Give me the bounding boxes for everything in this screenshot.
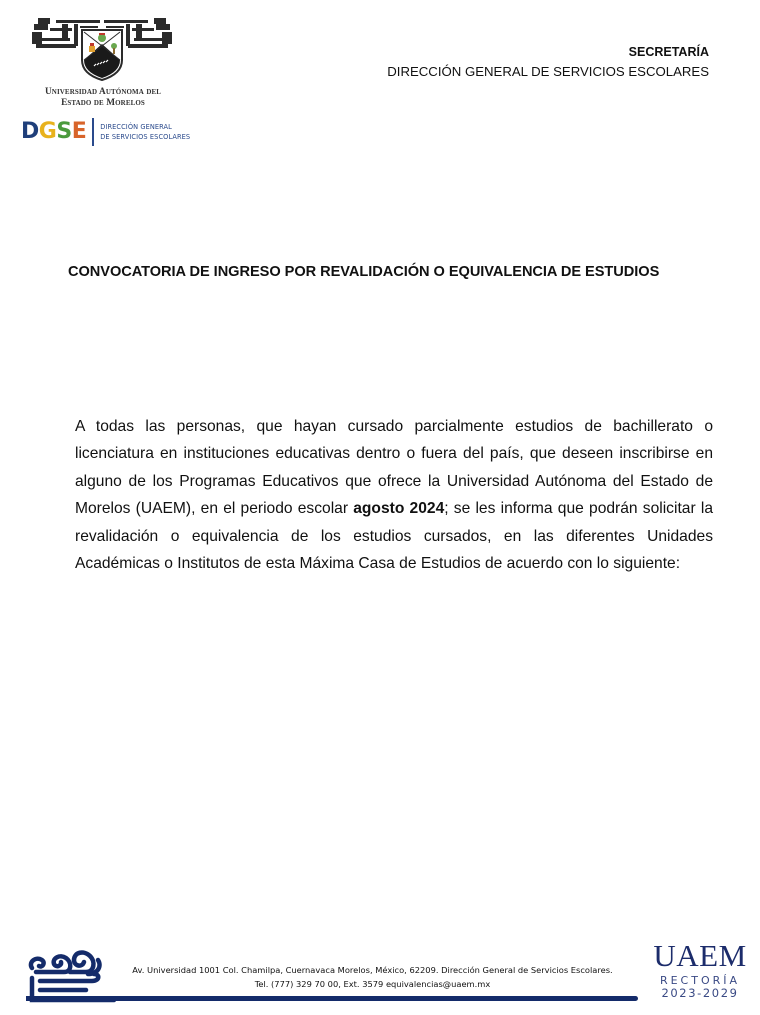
dgse-caption-line1: DIRECCIÓN GENERAL [100, 123, 172, 131]
dgse-logo [21, 117, 190, 147]
university-name-line1: Universidad Autónoma del [44, 87, 162, 97]
university-crest-icon [32, 14, 172, 82]
secretaria-label: SECRETARÍA [628, 45, 709, 59]
period-highlight: agosto 2024 [353, 500, 445, 518]
dgse-caption [100, 122, 190, 142]
footer-address-block [110, 963, 635, 991]
footer-divider [26, 996, 638, 1001]
body-paragraph [75, 413, 713, 577]
university-name-line2: Estado de Morelos [61, 98, 145, 108]
dgse-letter-d: D [21, 119, 39, 144]
university-name [20, 87, 186, 109]
dgse-divider [92, 118, 94, 146]
paragraph-text-start: A todas las personas, que hayan cursado parcialmente estudios de bachillerato o licenciatura en instituciones educativas dentro o fuera del país, que deseen inscribirse en alguno de los Programas Educativos que ofrece la Universidad Autónoma del Estado de Morelos (UAEM), en el periodo escolar [75, 418, 713, 518]
footer-address: Av. Universidad 1001 Col. Chamilpa, Cuernavaca Morelos, México, 62209. Dirección General de Servicios Escolares. [132, 965, 613, 975]
dgse-letter-g: G [38, 119, 57, 144]
dgse-letter-e: E [71, 119, 87, 144]
direccion-label: DIRECCIÓN GENERAL DE SERVICIOS ESCOLARES [387, 64, 709, 79]
dgse-letter-s: S [56, 119, 72, 144]
rectoria-logo [650, 940, 750, 1000]
paragraph-text-end: ; se les informa que podrán solicitar la revalidación o equivalencia de los estudios cursados, en las diferentes Unidades Académicas o Institutos de esta Máxima Casa de Estudios de acuerdo con lo siguiente: [75, 500, 713, 573]
rectoria-years: 2023-2029 [661, 986, 739, 1000]
footer-contact: Tel. (777) 329 70 00, Ext. 3579 equivalencias@uaem.mx [254, 979, 491, 989]
dgse-caption-line2: DE SERVICIOS ESCOLARES [100, 133, 191, 141]
uaem-wave-logo-icon [26, 944, 116, 1004]
rectoria-brand: UAEM [653, 938, 747, 973]
rectoria-label: RECTORÍA [659, 974, 741, 987]
document-title: CONVOCATORIA DE INGRESO POR REVALIDACIÓN O EQUIVALENCIA DE ESTUDIOS [68, 264, 660, 280]
header-office-block [387, 45, 709, 81]
dgse-acronym [21, 119, 86, 145]
